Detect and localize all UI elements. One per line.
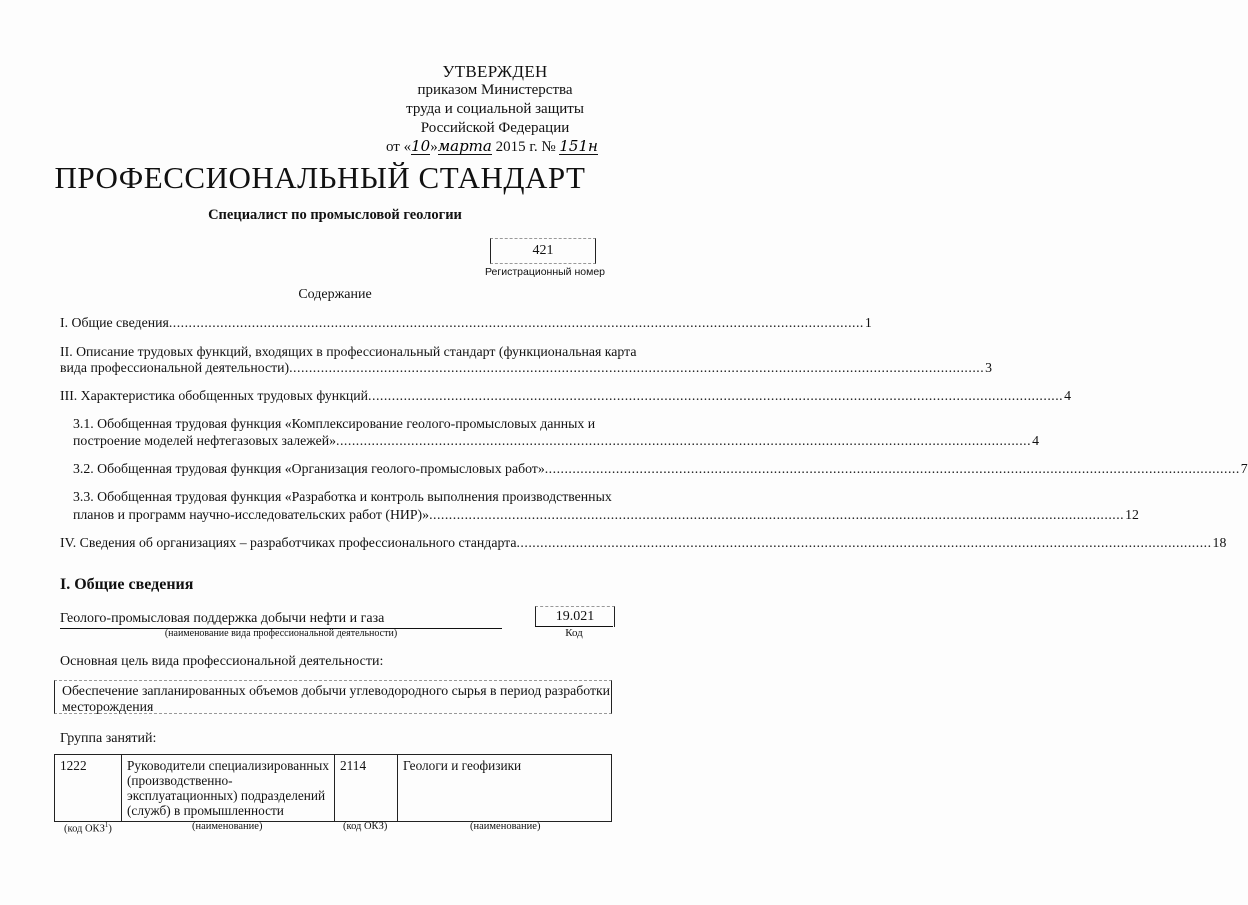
- code-box: [535, 606, 615, 627]
- goal-text: Обеспечение запланированных объемов добычи углеводородного сырья в период разработки месторождения: [62, 683, 611, 714]
- section-heading: I. Общие сведения: [60, 576, 194, 593]
- toc-item-text: планов и программ научно-исследовательских работ (НИР)»: [73, 507, 430, 522]
- okz-code-cell: 2114: [335, 755, 398, 822]
- registration-label: Регистрационный номер: [485, 266, 605, 278]
- toc-item-first-line: 3.1. Обобщенная трудовая функция «Комплексирование геолого-промысловых данных и: [73, 416, 596, 431]
- toc-item-text: III. Характеристика обобщенных трудовых функций: [60, 388, 369, 403]
- toc-item-page: 18: [1212, 535, 1227, 550]
- toc-item-page: 4: [1064, 388, 1072, 403]
- toc-item-text: построение моделей нефтегазовых залежей»: [73, 433, 337, 448]
- occupation-groups-table: [54, 754, 612, 822]
- toc-item-text: 3.2. Обобщенная трудовая функция «Организация геолого-промысловых работ»: [73, 461, 545, 476]
- code-caption: Код: [535, 626, 613, 639]
- okz-code-cell: 1222: [55, 755, 122, 822]
- okz-name-caption: (наименование): [470, 821, 541, 832]
- approval-heading: УТВЕРЖДЕН: [442, 62, 548, 81]
- approval-line: приказом Министерства: [417, 82, 573, 98]
- toc-item: вида профессиональной деятельности) ................................................................................................................................................................................ 3: [60, 360, 993, 375]
- goal-box: [54, 680, 612, 714]
- activity-name: Геолого-промысловая поддержка добычи нефти и газа: [60, 610, 502, 629]
- date-year: 2015 г. №: [491, 139, 556, 155]
- approval-line: труда и социальной защиты: [406, 101, 584, 117]
- activity-code: 19.021: [555, 609, 595, 624]
- order-number-handwritten: 151н: [559, 137, 598, 155]
- toc-title: Содержание: [298, 287, 372, 302]
- okz-name-cell: Геологи и геофизики: [398, 755, 612, 822]
- toc-item: 3.2. Обобщенная трудовая функция «Организация геолого-промысловых работ» ................................................................................................................................................................................ 7: [73, 461, 1248, 476]
- activity-caption: (наименование вида профессиональной деятельности): [164, 628, 398, 639]
- approval-line: Российской Федерации: [420, 120, 570, 136]
- toc-item: I. Общие сведения ................................................................................................................................................................................ 1: [60, 315, 872, 330]
- toc-item-page: 12: [1125, 507, 1139, 522]
- registration-number-box: [490, 238, 596, 264]
- registration-number: 421: [532, 243, 554, 258]
- toc-item-page: 3: [985, 360, 993, 375]
- okz-code-caption: (код ОКЗ$^1$): [64, 821, 112, 835]
- toc-item-page: 7: [1240, 461, 1248, 476]
- document-subtitle: Специалист по промысловой геологии: [208, 207, 462, 223]
- toc-item-page: 1: [864, 315, 872, 330]
- document-title: ПРОФЕССИОНАЛЬНЫЙ СТАНДАРТ: [54, 160, 586, 195]
- date-mid: »: [430, 139, 438, 155]
- table-row: [55, 755, 612, 822]
- toc-item-text: вида профессиональной деятельности): [60, 360, 290, 375]
- toc-item-text: IV. Сведения об организациях – разработчиках профессионального стандарта: [60, 535, 517, 550]
- okz-name-caption: (наименование): [192, 821, 263, 832]
- footnote-marker: 1: [104, 821, 109, 829]
- groups-label: Группа занятий:: [60, 731, 157, 746]
- toc-item: планов и программ научно-исследовательских работ (НИР)» ................................................................................................................................................................................ 12: [73, 507, 1139, 522]
- toc-item: построение моделей нефтегазовых залежей» ................................................................................................................................................................................ 4: [73, 433, 1039, 448]
- okz-code-caption: (код ОКЗ): [343, 821, 388, 832]
- toc-item-first-line: 3.3. Обобщенная трудовая функция «Разработка и контроль выполнения производственных: [73, 489, 612, 504]
- toc-item-first-line: II. Описание трудовых функций, входящих в профессиональный стандарт (функциональная карта: [60, 344, 637, 359]
- date-month-handwritten: марта: [437, 137, 492, 155]
- toc-item: III. Характеристика обобщенных трудовых функций ................................................................................................................................................................................ 4: [60, 388, 1072, 403]
- approval-block: [384, 62, 606, 157]
- approval-date-line: [384, 138, 606, 157]
- date-day-handwritten: 10: [411, 137, 431, 155]
- date-prefix: от «: [386, 139, 412, 155]
- toc-item-text: I. Общие сведения: [60, 315, 169, 330]
- toc-item-page: 4: [1032, 433, 1039, 448]
- goal-label: Основная цель вида профессиональной деятельности:: [60, 654, 384, 669]
- okz-name-cell: Руководители специализированных (производственно-эксплуатационных) подразделений (служб) в промышленности: [122, 755, 335, 822]
- toc-item: IV. Сведения об организациях – разработчиках профессионального стандарта ................................................................................................................................................................................ 18: [60, 535, 1227, 550]
